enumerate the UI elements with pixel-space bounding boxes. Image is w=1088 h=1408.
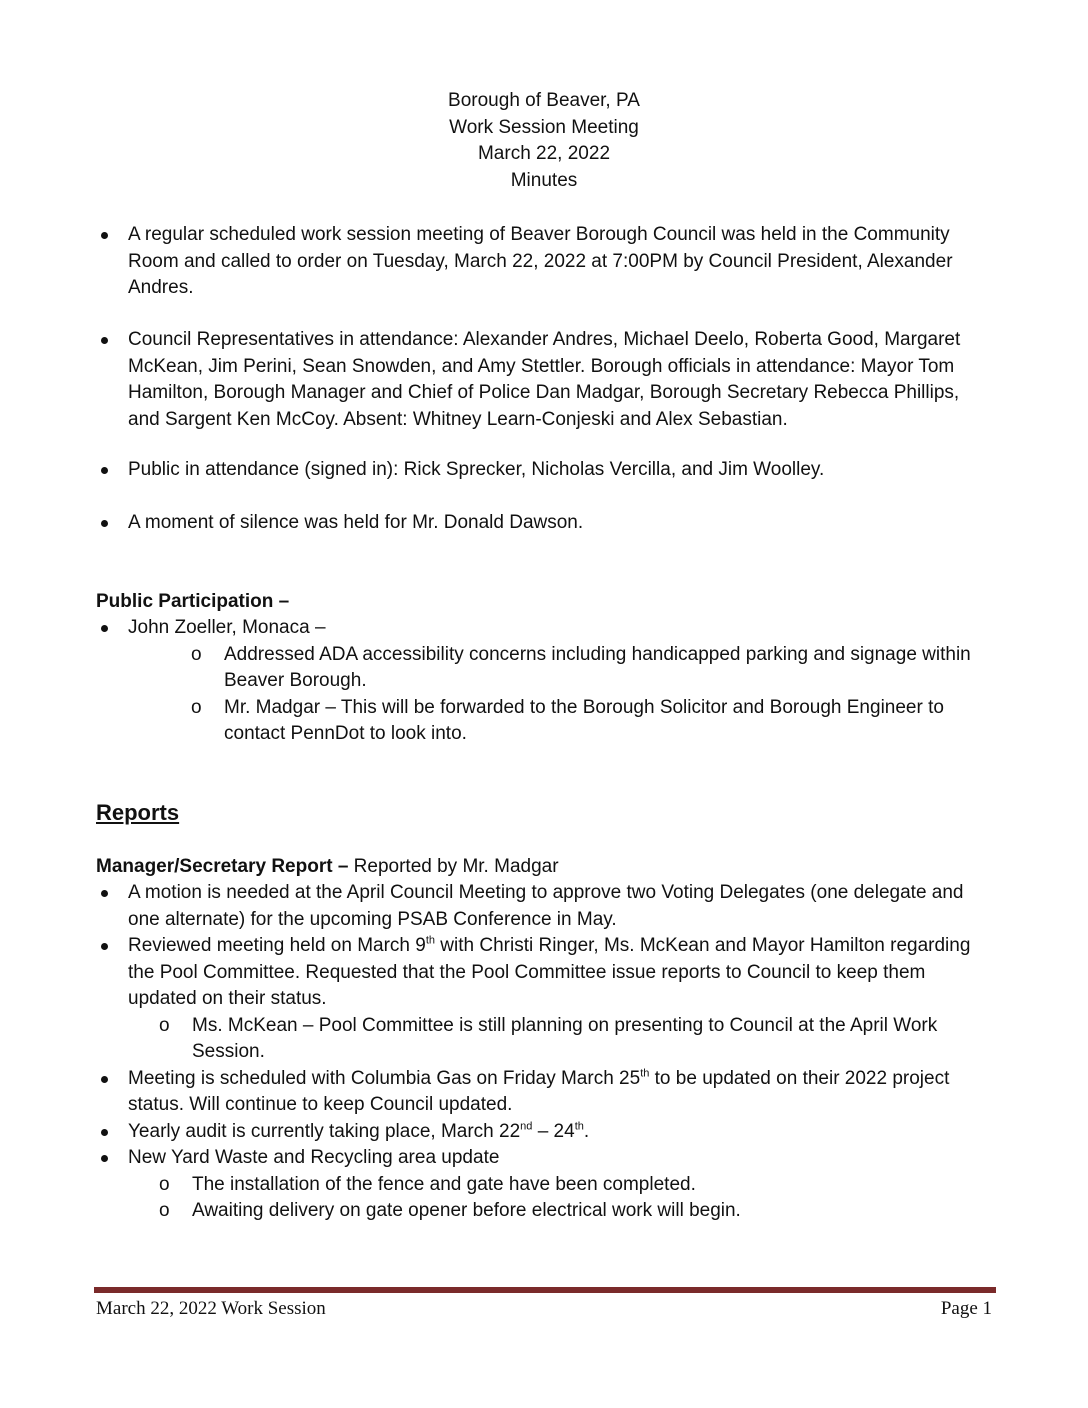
speaker-bullet: John Zoeller, Monaca – — [96, 615, 996, 642]
sub-item-text: Awaiting delivery on gate opener before electrical work will begin. — [192, 1200, 741, 1221]
footer-divider — [94, 1287, 996, 1293]
intro-bullet-silence: A moment of silence was held for Mr. Donald Dawson. — [96, 510, 996, 537]
document-header — [0, 88, 1088, 194]
meeting-date: March 22, 2022 — [477, 143, 611, 164]
sub-item-text: The installation of the fence and gate have been completed. — [192, 1173, 696, 1195]
manager-report-reporter: Reported by Mr. Madgar — [348, 856, 559, 877]
page-number: Page 1 — [940, 1298, 992, 1319]
sub-item-text: Addressed ADA accessibility concerns including handicapped parking and signage within Beaver Borough. — [224, 643, 971, 691]
report-bullet-yard-waste: New Yard Waste and Recycling area update — [96, 1145, 996, 1172]
reports-heading: Reports — [96, 800, 180, 825]
text-part: Meeting is scheduled with Columbia Gas on Friday March 25 — [128, 1067, 641, 1089]
sub-item-text: Ms. McKean – Pool Committee is still planning on presenting to Council at the April Work Session. — [192, 1014, 938, 1062]
report-bullet-audit — [96, 1119, 996, 1146]
sub-item — [191, 642, 996, 695]
sub-item-text: Mr. Madgar – This will be forwarded to the Borough Solicitor and Borough Engineer to contact PennDot to look into. — [224, 696, 944, 744]
meeting-type: Work Session Meeting — [449, 116, 639, 138]
report-bullet-columbia-gas — [96, 1066, 996, 1119]
yard-waste-sub-list — [96, 1172, 996, 1225]
pool-sub-list — [96, 1013, 996, 1066]
sub-marker: o — [191, 696, 202, 718]
document-title: Minutes — [510, 169, 578, 191]
sub-marker: o — [159, 1200, 170, 1221]
intro-bullet-public: Public in attendance (signed in): Rick Sprecker, Nicholas Vercilla, and Jim Woolley. — [96, 457, 996, 484]
report-bullet-pool-meeting — [96, 933, 996, 1013]
sub-item — [191, 695, 996, 748]
superscript: th — [640, 1067, 650, 1080]
footer-title: March 22, 2022 Work Session — [96, 1298, 326, 1319]
superscript: nd — [520, 1120, 533, 1133]
report-bullet-motion: A motion is needed at the April Council Meeting to approve two Voting Delegates (one delegate and one alternate) for the upcoming PSAB Conference in May. — [96, 880, 996, 933]
text-part: – 24 — [532, 1120, 575, 1142]
speaker-sub-list — [96, 642, 996, 748]
public-participation-heading: Public Participation – — [96, 591, 290, 612]
intro-bullet-call-to-order: A regular scheduled work session meeting of Beaver Borough Council was held in the Community Room and called to order on Tuesday, March 22, 2022 at 7:00PM by Council President, Alexander Andres. — [96, 222, 996, 302]
sub-marker: o — [191, 643, 202, 665]
manager-report-heading — [96, 854, 559, 880]
intro-list-attendance — [96, 327, 996, 433]
sub-marker: o — [159, 1014, 170, 1036]
text-part: Yearly audit is currently taking place, March 22 — [128, 1120, 521, 1142]
sub-item — [159, 1013, 996, 1066]
intro-list-public — [96, 457, 996, 484]
text-part: Reviewed meeting held on March 9 — [128, 935, 426, 956]
intro-bullet-attendance: Council Representatives in attendance: Alexander Andres, Michael Deelo, Roberta Good, Margaret McKean, Jim Perini, Sean Snowden, and Amy Stettler. Borough officials in attendance: Mayor Tom Hamilton, Borough Manager and Chief of Police Dan Madgar, Borough Secretary Rebecca Phillips, and Sargent Ken McCoy. Absent: Whitney Learn-Conjeski and Alex Sebastian. — [96, 327, 996, 433]
text-part: to be updated on their 2022 project status. Will continue to keep Council updated. — [128, 1067, 950, 1115]
sub-item — [159, 1198, 996, 1225]
manager-report-list — [96, 880, 996, 1225]
borough-name: Borough of Beaver, PA — [448, 90, 640, 111]
sub-item — [159, 1172, 996, 1199]
text-part: with Christi Ringer, Ms. McKean and Mayor Hamilton regarding the Pool Committee. Requested that the Pool Committee issue reports to Council to keep them updated on their status. — [128, 935, 971, 1009]
intro-list-silence — [96, 510, 996, 537]
manager-report-title: Manager/Secretary Report – — [96, 856, 349, 877]
public-participation-list — [96, 615, 996, 748]
text-part: . — [583, 1120, 590, 1142]
intro-list — [96, 222, 996, 302]
superscript: th — [574, 1120, 584, 1133]
sub-marker: o — [159, 1173, 170, 1195]
superscript: th — [425, 934, 436, 947]
